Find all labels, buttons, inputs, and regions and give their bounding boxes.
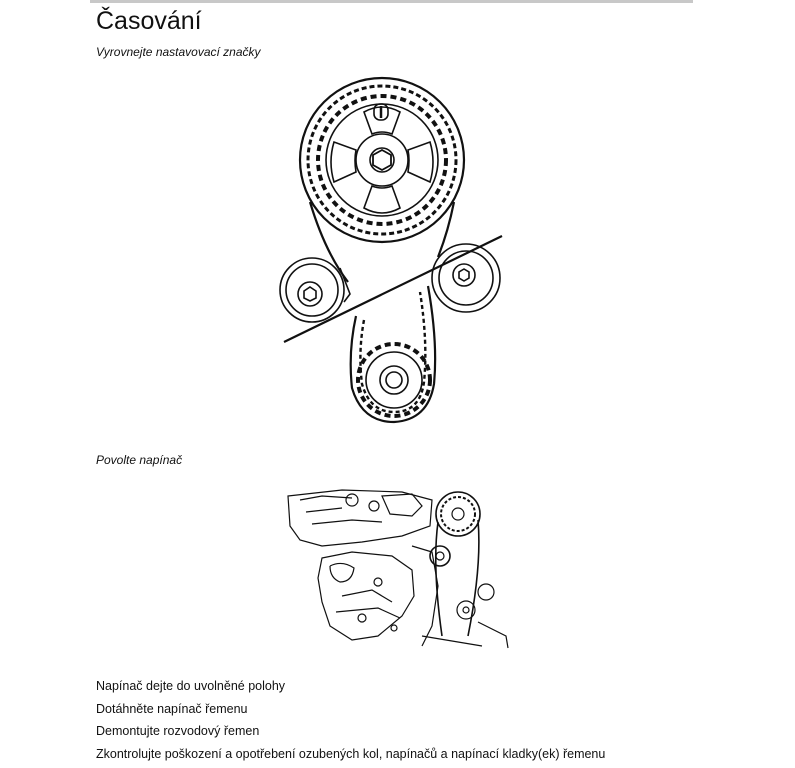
belt (436, 520, 479, 636)
step-caption-loosen-tensioner: Povolte napínač (96, 453, 183, 467)
page-title: Časování (96, 7, 202, 35)
engine-block (288, 490, 438, 646)
cam-sprocket (300, 78, 464, 242)
header-rule (90, 0, 693, 3)
tensioner-engine-diagram (282, 486, 514, 652)
timing-marks-diagram (270, 72, 510, 432)
instruction-list (96, 678, 605, 768)
instruction-item: Napínač dejte do uvolněné polohy (96, 679, 286, 693)
tensioner (430, 546, 494, 619)
crank-sprocket (351, 286, 435, 422)
cam-sprocket-small (436, 492, 480, 536)
instruction-item: Demontujte rozvodový řemen (96, 724, 260, 738)
instruction-item: Dotáhněte napínač řemenu (96, 701, 248, 716)
step-caption-align-marks: Vyrovnejte nastavovací značky (96, 45, 261, 59)
instruction-item: Zkontrolujte poškození a opotřebení ozubených kol, napínačů a napínací kladky(ek) řemenu (96, 746, 606, 761)
idler-pulley (280, 258, 350, 322)
